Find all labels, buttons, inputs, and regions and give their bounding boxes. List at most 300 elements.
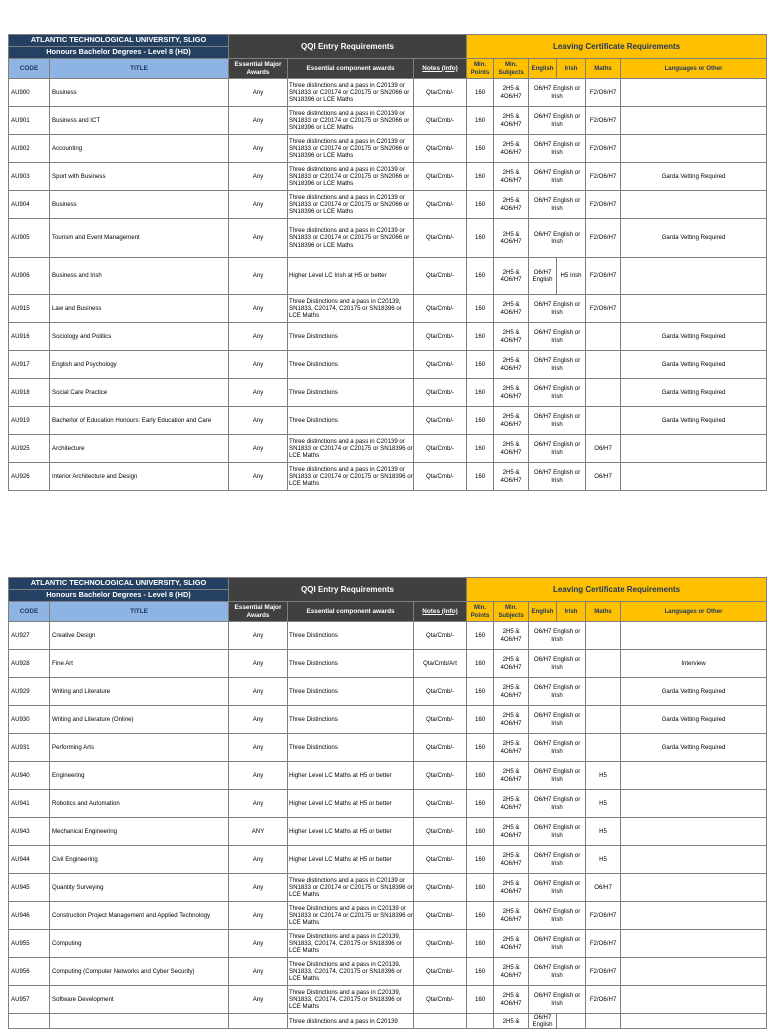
notes: Qta/Cmb/- [414,295,467,323]
min-subjects: 2H5 & 4O6/H7 [494,846,529,874]
maths-req: O6/H7 [586,463,621,491]
course-code: AU903 [9,163,50,191]
min-points: 160 [467,622,494,650]
languages-other: Garda Vetting Required [621,323,767,351]
min-subjects: 2H5 & 4O6/H7 [494,295,529,323]
table-row [9,706,767,734]
maths-req: F2/O6/H7 [586,986,621,1014]
course-code: AU915 [9,295,50,323]
min-subjects: 2H5 & 4O6/H7 [494,902,529,930]
notes: Qta/Cmb/- [414,163,467,191]
maths-req: H5 [586,790,621,818]
course-title: Robotics and Automation [50,790,229,818]
min-subjects: 2H5 & 4O6/H7 [494,79,529,107]
maths-req: H5 [586,762,621,790]
min-points: 160 [467,463,494,491]
course-title: Interior Architecture and Design [50,463,229,491]
table-row [9,1014,767,1029]
major-awards: Any [229,706,288,734]
course-code: AU955 [9,930,50,958]
min-subjects: 2H5 & 4O6/H7 [494,323,529,351]
course-title: Bacherlor of Education Honours: Early Education and Care [50,407,229,435]
lc-header: Leaving Certificate Requirements [467,578,767,602]
languages-other [621,762,767,790]
min-subjects: 2H5 & 4O6/H7 [494,135,529,163]
col-subjects: Min. Subjects [494,59,529,79]
table-row [9,678,767,706]
course-code: AU926 [9,463,50,491]
english-req: O6/H7 English or Irish [529,902,586,930]
course-code: AU925 [9,435,50,463]
component-awards: Three Distinctions [288,622,414,650]
min-subjects: 2H5 & 4O6/H7 [494,678,529,706]
table-row [9,135,767,163]
english-req: O6/H7 English or Irish [529,435,586,463]
component-awards: Higher Level LC Maths at H5 or better [288,762,414,790]
min-subjects: 2H5 & 4O6/H7 [494,986,529,1014]
english-req: O6/H7 English or Irish [529,678,586,706]
maths-req [586,678,621,706]
component-awards: Three Distinctions [288,323,414,351]
languages-other [621,930,767,958]
english-req: O6/H7 English or Irish [529,463,586,491]
component-awards: Higher Level LC Maths at H5 or better [288,790,414,818]
languages-other [621,1014,767,1029]
min-points: 160 [467,818,494,846]
col-points: Min. Points [467,59,494,79]
course-code: AU906 [9,258,50,295]
course-title: Business [50,191,229,219]
notes: Qta/Cmb/- [414,622,467,650]
maths-req: F2/O6/H7 [586,135,621,163]
course-code: AU929 [9,678,50,706]
component-awards: Higher Level LC Irish at H5 or better [288,258,414,295]
english-req: O6/H7 English or Irish [529,107,586,135]
course-title [50,1014,229,1029]
english-req: O6/H7 English or Irish [529,351,586,379]
english-req: O6/H7 English or Irish [529,407,586,435]
english-req: O6/H7 English or Irish [529,706,586,734]
languages-other [621,295,767,323]
col-major: Essential Major Awards [229,59,288,79]
table-row [9,986,767,1014]
course-title: Performing Arts [50,734,229,762]
notes: Qta/Cmb/- [414,734,467,762]
maths-req [586,1014,621,1029]
qqi-header: QQI Entry Requirements [229,578,467,602]
english-req: O6/H7 English or Irish [529,818,586,846]
min-points: 160 [467,135,494,163]
maths-req [586,407,621,435]
maths-req: F2/O6/H7 [586,958,621,986]
course-code: AU917 [9,351,50,379]
course-title: Sport with Business [50,163,229,191]
major-awards: Any [229,295,288,323]
english-req: O6/H7 English or Irish [529,79,586,107]
course-title: Architecture [50,435,229,463]
col-points: Min. Points [467,602,494,622]
col-title: TITLE [50,59,229,79]
english-req: O6/H7 English [529,258,557,295]
min-subjects: 2H5 & 4O6/H7 [494,163,529,191]
languages-other [621,435,767,463]
table-2-body [9,622,767,1029]
min-points: 160 [467,678,494,706]
course-title: Software Development [50,986,229,1014]
min-points: 160 [467,295,494,323]
major-awards: Any [229,734,288,762]
course-title: Quantity Surveying [50,874,229,902]
languages-other [621,79,767,107]
min-points: 160 [467,379,494,407]
english-req: O6/H7 English or Irish [529,650,586,678]
languages-other [621,986,767,1014]
col-notes: Notes (Info) [414,602,467,622]
course-title: Computing [50,930,229,958]
min-points: 160 [467,323,494,351]
major-awards: Any [229,930,288,958]
notes: Qta/Cmb/- [414,135,467,163]
course-title: Business and ICT [50,107,229,135]
notes: Qta/Cmb/- [414,958,467,986]
component-awards: Three distinctions and a pass in C20139 or SN1833 or C20174 or C20175 or SN2066 or SN18396 or LCE Maths [288,163,414,191]
course-code: AU902 [9,135,50,163]
course-code: AU941 [9,790,50,818]
major-awards: Any [229,135,288,163]
course-code: AU905 [9,219,50,258]
languages-other: Garda Vetting Required [621,734,767,762]
table-row [9,191,767,219]
component-awards: Three distinctions and a pass in C20139 [288,1014,414,1029]
min-points: 160 [467,435,494,463]
col-component: Essential component awards [288,602,414,622]
notes: Qta/Cmb/- [414,463,467,491]
course-title: Computing (Computer Networks and Cyber Security) [50,958,229,986]
component-awards: Three distinctions and a pass in C20139 or SN1833 or C20174 or C20175 or SN2066 or SN18396 or LCE Maths [288,219,414,258]
table-row [9,323,767,351]
languages-other [621,846,767,874]
min-subjects: 2H5 & [494,1014,529,1029]
min-subjects: 2H5 & 4O6/H7 [494,930,529,958]
min-points: 160 [467,986,494,1014]
maths-req: O6/H7 [586,435,621,463]
course-code: AU940 [9,762,50,790]
notes: Qta/Cmb/Art [414,650,467,678]
notes: Qta/Cmb/- [414,874,467,902]
notes: Qta/Cmb/- [414,407,467,435]
component-awards: Three Distinctions [288,650,414,678]
major-awards: Any [229,463,288,491]
min-points: 160 [467,790,494,818]
notes: Qta/Cmb/- [414,986,467,1014]
major-awards: Any [229,258,288,295]
col-lang: Languages or Other [621,602,767,622]
maths-req: F2/O6/H7 [586,79,621,107]
notes: Qta/Cmb/- [414,191,467,219]
lc-header: Leaving Certificate Requirements [467,35,767,59]
component-awards: Higher Level LC Maths at H5 or better [288,846,414,874]
requirements-table-1 [8,34,767,491]
languages-other: Garda Vetting Required [621,379,767,407]
min-subjects: 2H5 & 4O6/H7 [494,191,529,219]
min-points: 160 [467,846,494,874]
course-title: Writing and Literature [50,678,229,706]
major-awards: Any [229,622,288,650]
notes: Qta/Cmb/- [414,107,467,135]
component-awards: Three distinctions and a pass in C20139 or SN1833 or C20174 or C20175 or SN2066 or SN18396 or LCE Maths [288,79,414,107]
component-awards: Three distinctions and a pass in C20139 or SN1833 or C20174 or C20175 or SN18396 or LCE Maths [288,435,414,463]
course-code: AU944 [9,846,50,874]
course-code: AU957 [9,986,50,1014]
major-awards: Any [229,986,288,1014]
maths-req [586,734,621,762]
english-req: O6/H7 English or Irish [529,163,586,191]
component-awards: Three Distinctions [288,734,414,762]
notes: Qta/Cmb/- [414,219,467,258]
min-points: 160 [467,163,494,191]
major-awards: Any [229,191,288,219]
component-awards: Higher Level LC Maths at H5 or better [288,818,414,846]
min-subjects: 2H5 & 4O6/H7 [494,874,529,902]
col-code: CODE [9,59,50,79]
notes: Qta/Cmb/- [414,351,467,379]
english-req: O6/H7 English or Irish [529,323,586,351]
english-req: O6/H7 English or Irish [529,986,586,1014]
languages-other: Garda Vetting Required [621,163,767,191]
min-points: 160 [467,706,494,734]
min-points: 160 [467,650,494,678]
notes: Qta/Cmb/- [414,435,467,463]
table-row [9,219,767,258]
maths-req: H5 [586,818,621,846]
component-awards: Three Distinctions [288,407,414,435]
languages-other: Garda Vetting Required [621,706,767,734]
maths-req: F2/O6/H7 [586,930,621,958]
col-lang: Languages or Other [621,59,767,79]
min-points: 160 [467,902,494,930]
table-row [9,435,767,463]
col-major: Essential Major Awards [229,602,288,622]
english-req: O6/H7 English or Irish [529,734,586,762]
notes: Qta/Cmb/- [414,706,467,734]
languages-other [621,958,767,986]
english-req: O6/H7 English or Irish [529,958,586,986]
maths-req [586,622,621,650]
maths-req: F2/O6/H7 [586,163,621,191]
english-req: O6/H7 English or Irish [529,622,586,650]
course-title: Business and Irish [50,258,229,295]
table-row [9,258,767,295]
notes: Qta/Cmb/- [414,323,467,351]
course-code: AU904 [9,191,50,219]
major-awards: Any [229,107,288,135]
notes: Qta/Cmb/- [414,902,467,930]
component-awards: Three distinctions and a pass in C20139 or SN1833 or C20174 or C20175 or SN18396 or LCE Maths [288,874,414,902]
english-req: O6/H7 English or Irish [529,790,586,818]
table-row [9,818,767,846]
course-code: AU931 [9,734,50,762]
maths-req: F2/O6/H7 [586,902,621,930]
table-row [9,295,767,323]
major-awards: Any [229,650,288,678]
table-row [9,902,767,930]
min-subjects: 2H5 & 4O6/H7 [494,379,529,407]
min-subjects: 2H5 & 4O6/H7 [494,762,529,790]
irish-req [557,1014,586,1029]
min-points: 160 [467,407,494,435]
course-title: Creative Design [50,622,229,650]
course-code: AU916 [9,323,50,351]
course-title: Tourism and Event Management [50,219,229,258]
table-row [9,379,767,407]
course-code: AU918 [9,379,50,407]
component-awards: Three distinctions and a pass in C20139 or SN1833 or C20174 or C20175 or SN18396 or LCE Maths [288,463,414,491]
min-points: 160 [467,219,494,258]
min-subjects: 2H5 & 4O6/H7 [494,351,529,379]
languages-other [621,107,767,135]
course-code: AU930 [9,706,50,734]
component-awards: Three Distinctions [288,351,414,379]
university-name: ATLANTIC TECHNOLOGICAL UNIVERSITY, SLIGO [9,35,229,47]
notes: Qta/Cmb/- [414,379,467,407]
languages-other: Garda Vetting Required [621,407,767,435]
maths-req: H5 [586,846,621,874]
maths-req [586,706,621,734]
col-component: Essential component awards [288,59,414,79]
english-req: O6/H7 English or Irish [529,846,586,874]
major-awards: Any [229,958,288,986]
notes: Qta/Cmb/- [414,818,467,846]
col-english: English [529,59,557,79]
english-req: O6/H7 English or Irish [529,191,586,219]
table-row [9,930,767,958]
min-points: 160 [467,930,494,958]
component-awards: Three distinctions and a pass in C20139 or SN1833 or C20174 or C20175 or SN2066 or SN18396 or LCE Maths [288,107,414,135]
major-awards: Any [229,902,288,930]
table-row [9,351,767,379]
col-maths: Maths [586,602,621,622]
min-points: 160 [467,351,494,379]
maths-req: F2/O6/H7 [586,295,621,323]
maths-req: F2/O6/H7 [586,219,621,258]
min-subjects: 2H5 & 4O6/H7 [494,650,529,678]
requirements-table-2 [8,577,767,1029]
major-awards: Any [229,219,288,258]
major-awards: ANY [229,818,288,846]
degree-level: Honours Bachelor Degrees - Level 8 (HD) [9,590,229,602]
major-awards: Any [229,762,288,790]
languages-other [621,258,767,295]
major-awards: Any [229,874,288,902]
course-title: Civil Engineering [50,846,229,874]
min-points: 160 [467,258,494,295]
table-row [9,79,767,107]
notes: Qta/Cmb/- [414,678,467,706]
languages-other [621,622,767,650]
course-title: Fine Art [50,650,229,678]
course-code: AU901 [9,107,50,135]
course-title: Construction Project Management and Applied Technology [50,902,229,930]
university-name: ATLANTIC TECHNOLOGICAL UNIVERSITY, SLIGO [9,578,229,590]
min-points: 160 [467,734,494,762]
english-req: O6/H7 English or Irish [529,930,586,958]
major-awards: Any [229,407,288,435]
major-awards: Any [229,846,288,874]
min-points: 160 [467,762,494,790]
languages-other [621,818,767,846]
col-code: CODE [9,602,50,622]
maths-req: F2/O6/H7 [586,107,621,135]
maths-req [586,650,621,678]
min-points: 160 [467,874,494,902]
col-irish: Irish [557,59,586,79]
languages-other [621,902,767,930]
notes: Qta/Cmb/- [414,846,467,874]
major-awards: Any [229,163,288,191]
min-subjects: 2H5 & 4O6/H7 [494,790,529,818]
col-irish: Irish [557,602,586,622]
min-subjects: 2H5 & 4O6/H7 [494,435,529,463]
maths-req: F2/O6/H7 [586,191,621,219]
irish-req: H5 Irish [557,258,586,295]
languages-other: Interview [621,650,767,678]
col-maths: Maths [586,59,621,79]
table-row [9,846,767,874]
component-awards: Three distinctions and a pass in C20139 or SN1833 or C20174 or C20175 or SN2066 or SN18396 or LCE Maths [288,135,414,163]
notes: Qta/Cmb/- [414,258,467,295]
course-title: Engineering [50,762,229,790]
languages-other: Garda Vetting Required [621,678,767,706]
course-title: English and Psychology [50,351,229,379]
col-subjects: Min. Subjects [494,602,529,622]
course-code: AU946 [9,902,50,930]
english-req: O6/H7 English [529,1014,557,1029]
table-row [9,107,767,135]
min-subjects: 2H5 & 4O6/H7 [494,818,529,846]
table-row [9,463,767,491]
course-code: AU919 [9,407,50,435]
qqi-header: QQI Entry Requirements [229,35,467,59]
min-points: 160 [467,958,494,986]
table-row [9,874,767,902]
languages-other: Garda Vetting Required [621,351,767,379]
english-req: O6/H7 English or Irish [529,874,586,902]
course-title: Mechanical Engineering [50,818,229,846]
col-english: English [529,602,557,622]
languages-other [621,874,767,902]
table-row [9,650,767,678]
course-code [9,1014,50,1029]
english-req: O6/H7 English or Irish [529,762,586,790]
major-awards: Any [229,435,288,463]
notes: Qta/Cmb/- [414,790,467,818]
table-row [9,790,767,818]
min-subjects: 2H5 & 4O6/H7 [494,258,529,295]
component-awards: Three Distinctions [288,706,414,734]
course-code: AU927 [9,622,50,650]
languages-other [621,191,767,219]
major-awards: Any [229,351,288,379]
notes: Qta/Cmb/- [414,762,467,790]
major-awards: Any [229,379,288,407]
table-row [9,622,767,650]
min-points: 160 [467,107,494,135]
course-code: AU956 [9,958,50,986]
languages-other [621,463,767,491]
component-awards: Three Distinctions and a pass in C20139, SN1833, C20174, C20175 or SN18396 or LCE Maths [288,958,414,986]
major-awards: Any [229,790,288,818]
course-title: Writing and Literature (Online) [50,706,229,734]
